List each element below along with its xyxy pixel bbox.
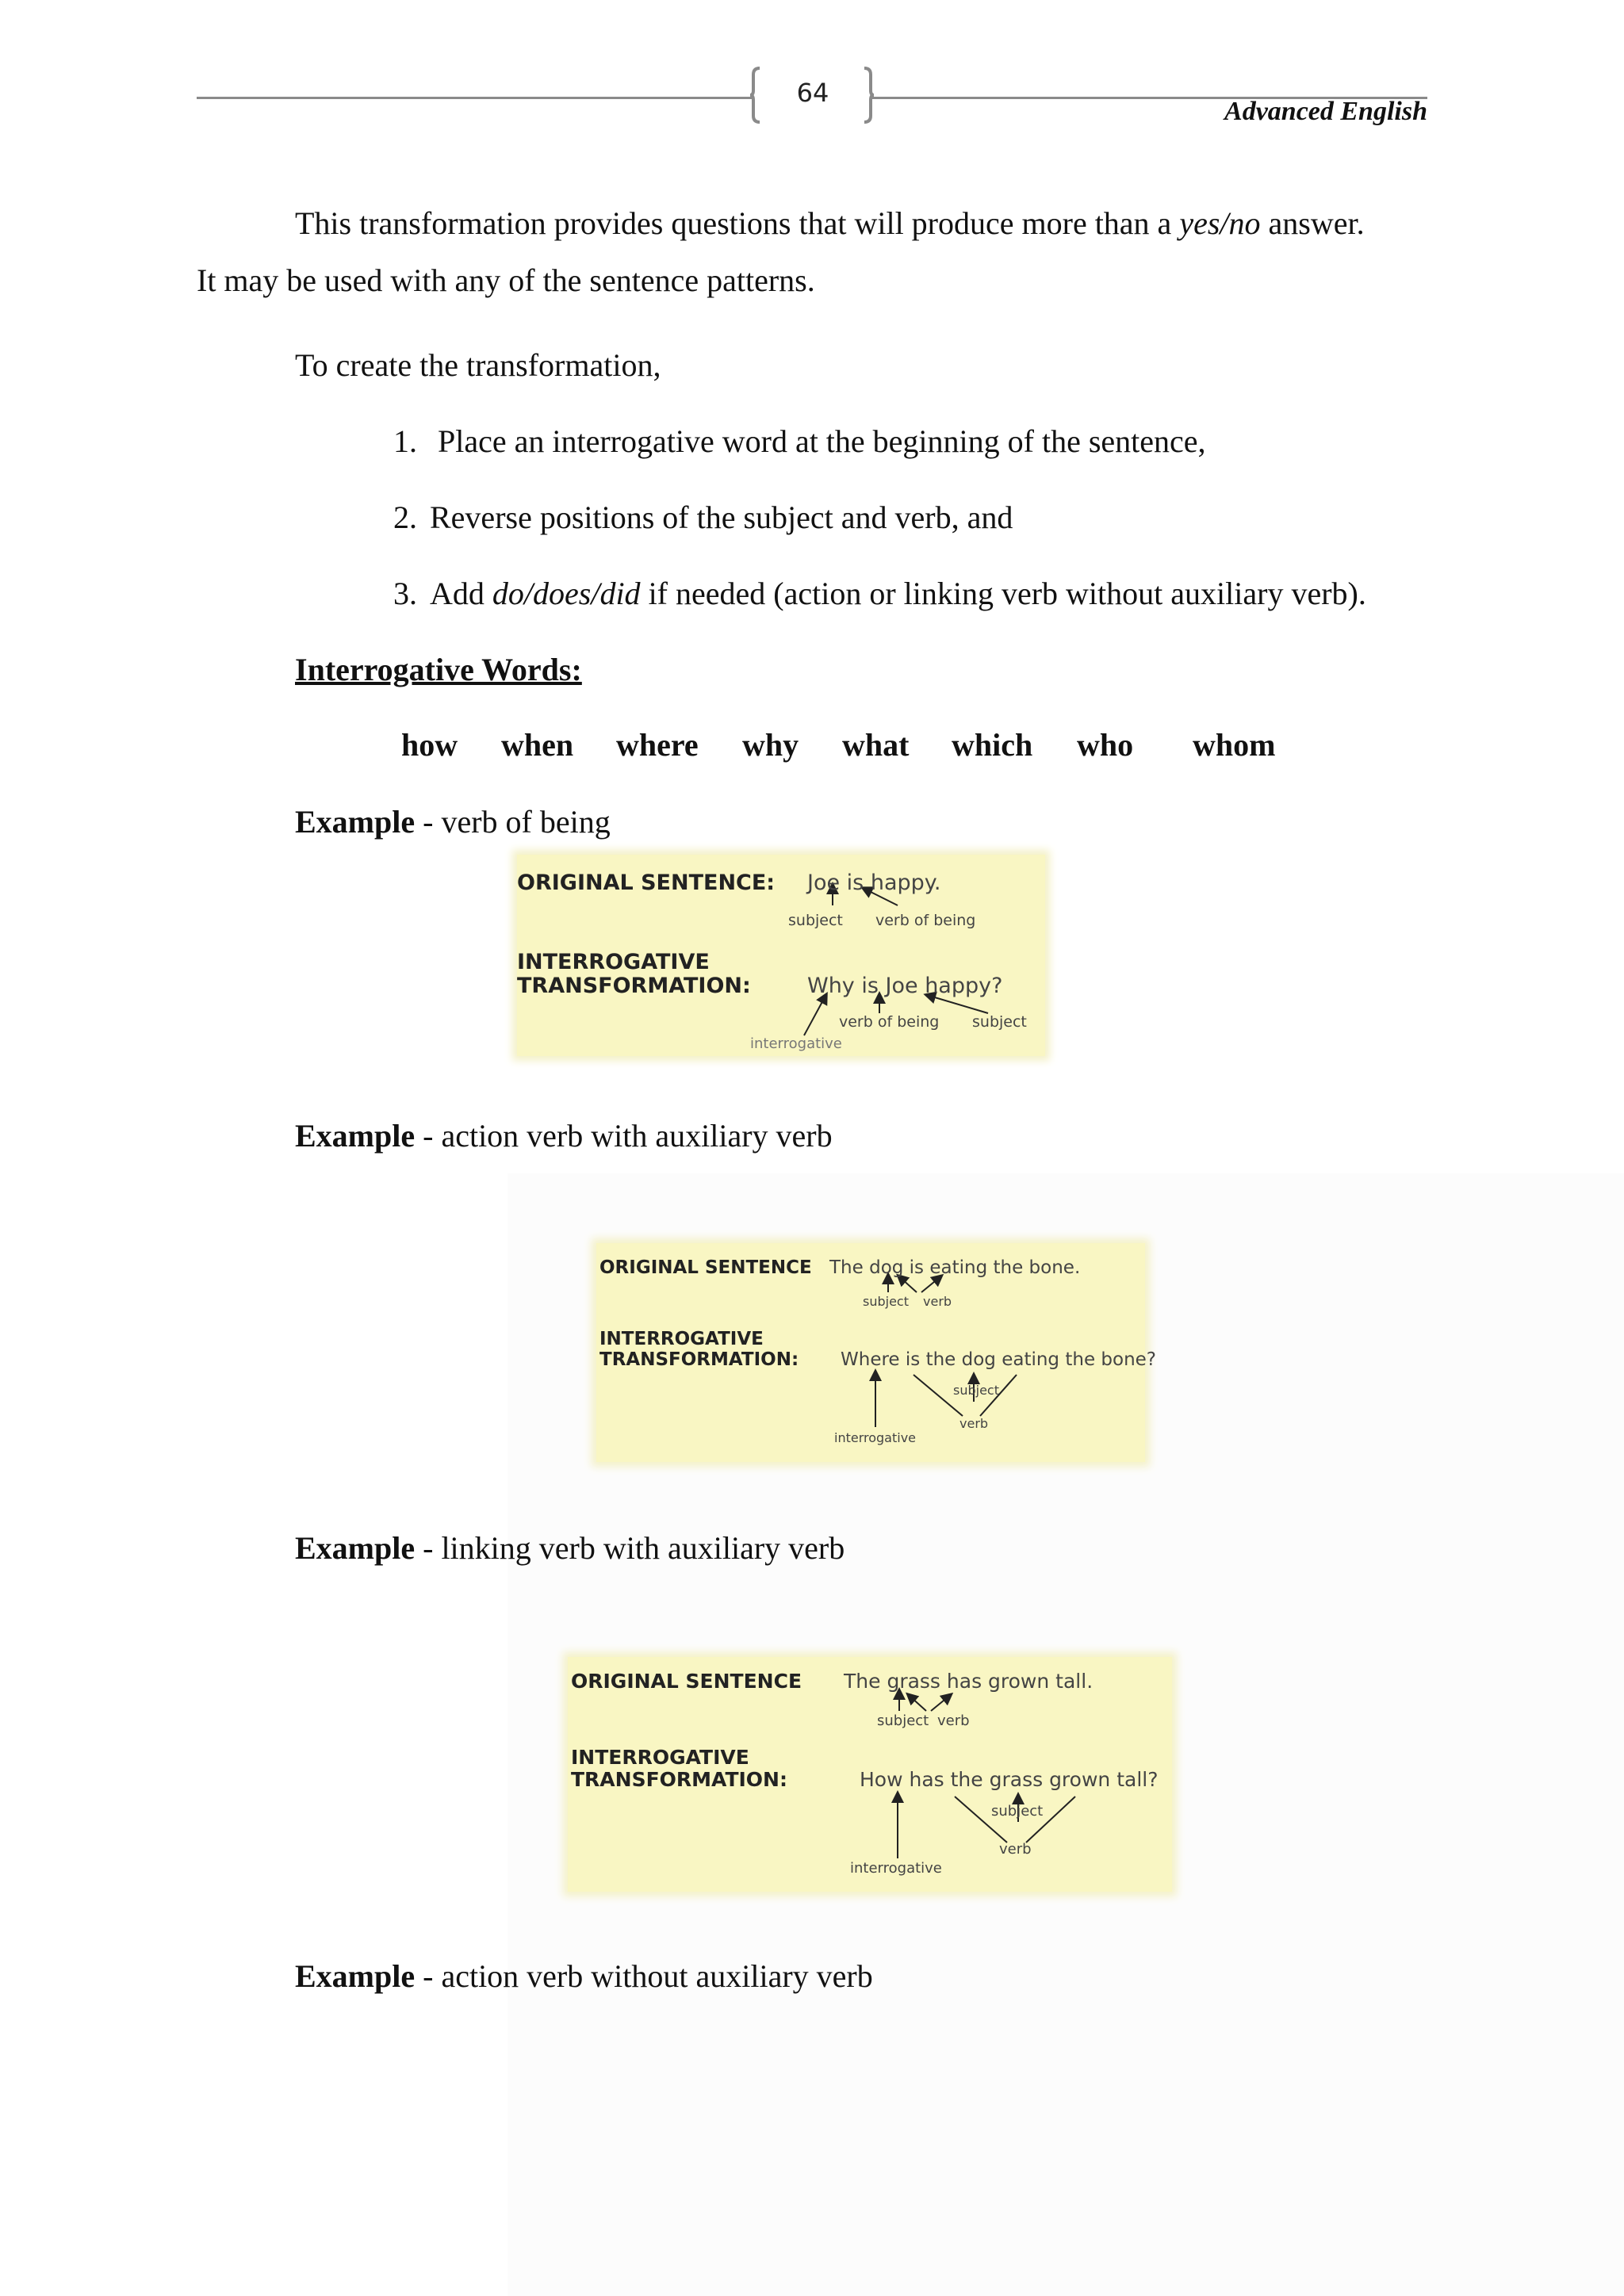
step-2-text: Reverse positions of the subject and verb, and — [430, 499, 1013, 535]
step-3-pre: Add — [430, 576, 492, 611]
word-what: what — [842, 727, 910, 763]
right-brace-icon — [863, 67, 875, 124]
page-number: 64 — [796, 78, 829, 108]
diagram-2-interrogative-label-2: TRANSFORMATION: — [599, 1349, 799, 1370]
diagram-2-ann-interrogative: interrogative — [834, 1430, 917, 1445]
word-whom: whom — [1193, 727, 1276, 763]
diagram-linking-verb-auxiliary — [568, 1657, 1172, 1892]
running-title: Advanced English — [1224, 97, 1427, 126]
diagram-1-original-label: ORIGINAL SENTENCE: — [517, 871, 776, 895]
word-where: where — [616, 727, 699, 763]
diagram-3-ann-interrogative: interrogative — [850, 1860, 942, 1877]
example-1-bold: Example — [295, 804, 416, 840]
intro-text-2: It may be used with any of the sentence patterns. — [197, 262, 815, 298]
diagram-1-question: Why is Joe happy? — [807, 974, 1003, 998]
diagram-1-original-sentence: Joe is happy. — [807, 871, 941, 895]
intro-italic: yes/no — [1179, 205, 1261, 241]
diagram-1-interrogative-label-2: TRANSFORMATION: — [517, 974, 751, 998]
step-3-number: 3. — [393, 576, 417, 611]
diagram-3-ann-verb: verb — [937, 1712, 970, 1729]
step-1-number: 1. — [393, 423, 417, 459]
example-1-rest: - verb of being — [415, 804, 611, 840]
header-rule-left — [197, 97, 752, 99]
diagram-2-question: Where is the dog eating the bone? — [841, 1349, 1157, 1370]
example-4-label — [295, 1957, 873, 1996]
diagram-1-ann-interrogative: interrogative — [750, 1035, 842, 1052]
diagram-3-interrogative-label-2: TRANSFORMATION: — [571, 1768, 787, 1791]
diagram-2-interrogative-label-1: INTERROGATIVE — [599, 1329, 764, 1349]
diagram-3-ann-subject: subject — [877, 1712, 929, 1729]
word-who: who — [1077, 727, 1134, 763]
diagram-2-ann-subject: subject — [863, 1294, 909, 1309]
diagram-1-ann-verb: verb of being — [875, 912, 976, 929]
diagram-1-ann-subject: subject — [788, 912, 843, 929]
step-2 — [393, 498, 1013, 538]
step-1 — [393, 422, 1206, 461]
word-when: when — [501, 727, 574, 763]
word-why: why — [742, 727, 799, 763]
diagram-1-ann-subject-2: subject — [972, 1013, 1027, 1031]
step-2-number: 2. — [393, 499, 417, 535]
diagram-action-verb-auxiliary — [596, 1243, 1157, 1462]
example-4-bold: Example — [295, 1958, 416, 1994]
diagram-2-original-label: ORIGINAL SENTENCE — [599, 1257, 812, 1278]
diagram-1-interrogative-label-1: INTERROGATIVE — [517, 950, 710, 974]
example-3-rest: - linking verb with auxiliary verb — [415, 1530, 845, 1566]
step-1-text: Place an interrogative word at the beginning of the sentence, — [438, 423, 1206, 459]
diagram-2-original-sentence: The dog is eating the bone. — [829, 1257, 1081, 1278]
step-3-post: if needed (action or linking verb without auxiliary verb). — [640, 576, 1366, 611]
intro-text-1: This transformation provides questions that will produce more than a — [295, 205, 1180, 241]
diagram-2-ann-verb: verb — [923, 1294, 952, 1309]
interrogative-heading: Interrogative Words: — [295, 652, 582, 687]
left-brace-icon — [749, 67, 761, 124]
diagram-2-ann-subject-2: subject — [953, 1383, 999, 1398]
example-1-label — [295, 802, 611, 842]
intro-text-1-end: answer. — [1260, 205, 1365, 241]
step-3-italic: do/does/did — [492, 576, 641, 611]
diagram-3-ann-subject-2: subject — [991, 1803, 1044, 1820]
diagram-2-ann-verb-2: verb — [959, 1416, 989, 1431]
word-which: which — [952, 727, 1033, 763]
diagram-verb-of-being — [517, 855, 1045, 1056]
diagram-3-original-sentence: The grass has grown tall. — [844, 1670, 1094, 1693]
example-3-bold: Example — [295, 1530, 416, 1566]
diagram-1-ann-verb-2: verb of being — [839, 1013, 940, 1031]
diagram-3-interrogative-label-1: INTERROGATIVE — [571, 1746, 749, 1769]
example-2-label — [295, 1116, 833, 1156]
lead-sentence: To create the transformation, — [295, 347, 661, 383]
word-how: how — [401, 727, 458, 763]
example-2-bold: Example — [295, 1118, 416, 1154]
intro-paragraph — [197, 195, 1427, 309]
example-3-label — [295, 1529, 845, 1568]
example-2-rest: - action verb with auxiliary verb — [415, 1118, 833, 1154]
diagram-3-original-label: ORIGINAL SENTENCE — [571, 1670, 802, 1693]
step-3 — [393, 574, 1366, 614]
diagram-3-question: How has the grass grown tall? — [860, 1768, 1159, 1791]
example-4-rest: - action verb without auxiliary verb — [415, 1958, 873, 1994]
diagram-3-ann-verb-2: verb — [999, 1841, 1032, 1858]
